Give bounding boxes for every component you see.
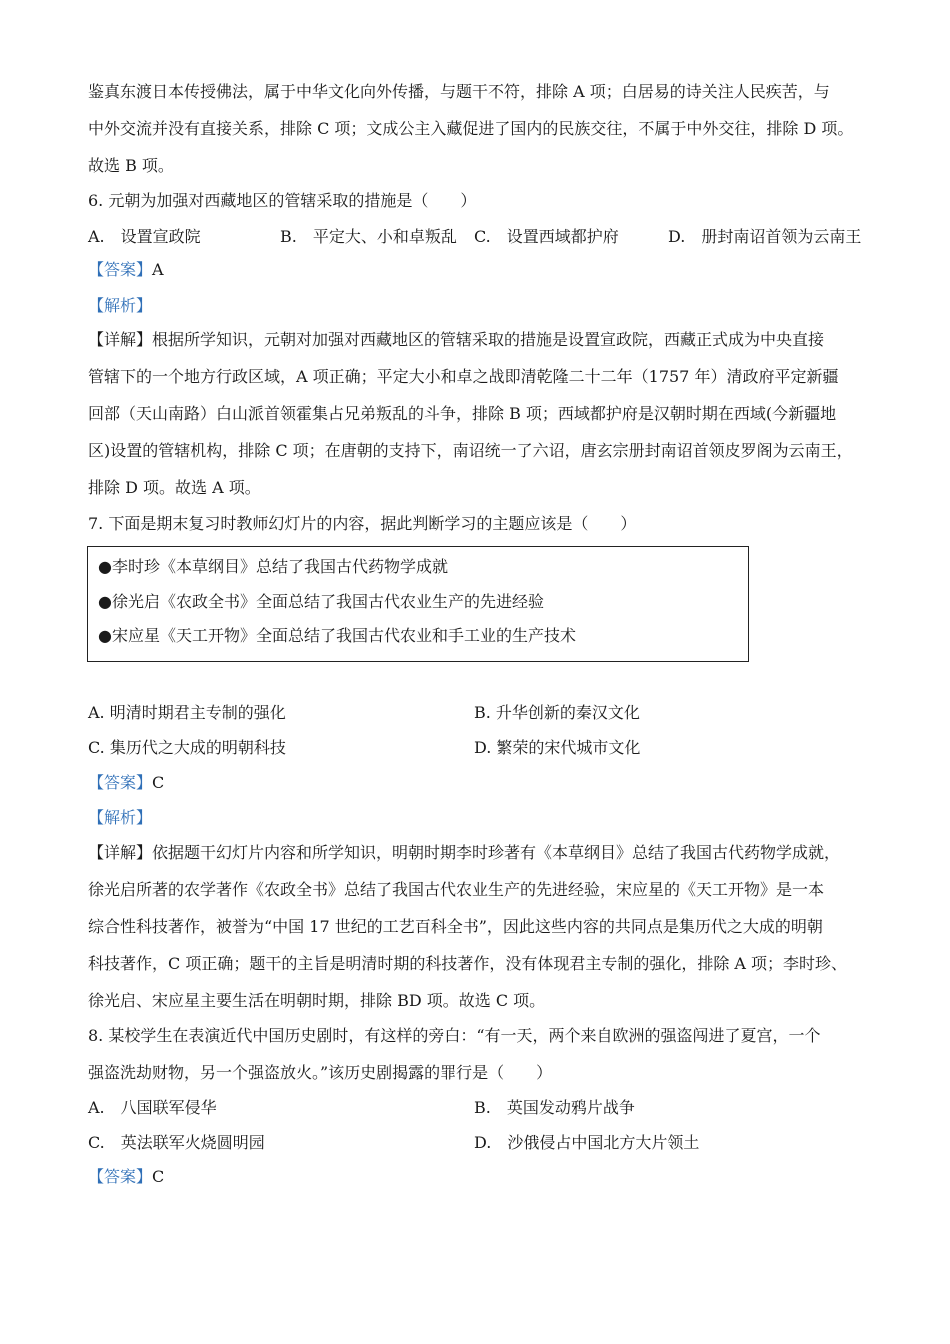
q6-option-c: C. 设置西域都护府	[474, 227, 619, 246]
q6-option-b: B. 平定大、小和卓叛乱	[280, 227, 457, 246]
q8-option-a: A. 八国联军侵华	[88, 1098, 217, 1117]
answer-value: C	[152, 773, 165, 792]
slide-item: ●徐光启《农政全书》全面总结了我国古代农业生产的先进经验	[98, 592, 544, 611]
question-6-stem: 6. 元朝为加强对西藏地区的管辖采取的措施是（ ）	[88, 191, 477, 210]
q7-answer	[88, 772, 164, 794]
slide-item: ●李时珍《本草纲目》总结了我国古代药物学成就	[98, 557, 448, 576]
q6-answer	[88, 259, 164, 281]
slide-content-box	[87, 546, 749, 662]
q7-detail-line: 综合性科技著作，被誉为“中国 17 世纪的工艺百科全书”，因此这些内容的共同点是集历代之大成的明朝	[88, 917, 823, 936]
answer-tag: 【答案】	[88, 260, 153, 279]
question-8-stem: 8. 某校学生在表演近代中国历史剧时，有这样的旁白：“有一天，两个来自欧洲的强盗闯进了夏宫，一个	[88, 1026, 821, 1045]
answer-value: A	[152, 260, 164, 279]
q8-answer	[88, 1166, 164, 1188]
q7-detail-line: 科技著作，C 项正确；题干的主旨是明清时期的科技著作，没有体现君主专制的强化，排除 A 项；李时珍、	[88, 954, 848, 973]
q7-option-d: D. 繁荣的宋代城市文化	[474, 738, 641, 757]
q7-option-b: B. 升华创新的秦汉文化	[474, 703, 640, 722]
q6-detail-line	[88, 329, 824, 351]
explanation-line: 鉴真东渡日本传授佛法，属于中华文化向外传播，与题干不符，排除 A 项；白居易的诗关注人民疾苦，与	[88, 82, 830, 101]
q6-option-d: D. 册封南诏首领为云南王	[668, 227, 862, 246]
q7-detail-line: 徐光启所著的农学著作《农政全书》总结了我国古代农业生产的先进经验，宋应星的《天工开物》是一本	[88, 880, 825, 899]
q8-option-b: B. 英国发动鸦片战争	[474, 1098, 635, 1117]
q6-analysis-tag: 【解析】	[88, 296, 153, 315]
explanation-line: 中外交流并没有直接关系，排除 C 项；文成公主入藏促进了国内的民族交往，不属于中外交往，排除 D 项。	[88, 119, 854, 138]
q6-detail-line: 排除 D 项。故选 A 项。	[88, 478, 261, 497]
q7-analysis-tag: 【解析】	[88, 808, 153, 827]
detail-text: 根据所学知识，元朝对加强对西藏地区的管辖采取的措施是设置宣政院，西藏正式成为中央直接	[152, 330, 825, 349]
answer-value: C	[152, 1167, 165, 1186]
q6-option-a: A. 设置宣政院	[88, 227, 201, 246]
q7-option-c: C. 集历代之大成的明朝科技	[88, 738, 286, 757]
detail-text: 依据题干幻灯片内容和所学知识，明朝时期李时珍著有《本草纲目》总结了我国古代药物学成就，	[152, 843, 841, 862]
question-7-stem: 7. 下面是期末复习时教师幻灯片的内容，据此判断学习的主题应该是（ ）	[88, 514, 637, 533]
q8-option-d: D. 沙俄侵占中国北方大片领土	[474, 1133, 700, 1152]
q7-detail-line	[88, 842, 840, 864]
question-8-stem: 强盗洗劫财物，另一个强盗放火。”该历史剧揭露的罪行是（ ）	[88, 1063, 553, 1082]
detail-tag: 【详解】	[88, 330, 153, 349]
detail-tag: 【详解】	[88, 843, 153, 862]
explanation-line: 故选 B 项。	[88, 156, 174, 175]
q7-option-a: A. 明清时期君主专制的强化	[88, 703, 286, 722]
q8-option-c: C. 英法联军火烧圆明园	[88, 1133, 265, 1152]
answer-tag: 【答案】	[88, 1167, 153, 1186]
slide-item: ●宋应星《天工开物》全面总结了我国古代农业和手工业的生产技术	[98, 626, 576, 645]
answer-tag: 【答案】	[88, 773, 153, 792]
q6-detail-line: 区)设置的管辖机构，排除 C 项；在唐朝的支持下，南诏统一了六诏，唐玄宗册封南诏首领皮罗阁为云南王，	[88, 441, 853, 460]
q6-detail-line: 管辖下的一个地方行政区域，A 项正确；平定大小和卓之战即清乾隆二十二年（1757 年）清政府平定新疆	[88, 367, 839, 386]
q7-detail-line: 徐光启、宋应星主要生活在明朝时期，排除 BD 项。故选 C 项。	[88, 991, 546, 1010]
q6-detail-line: 回部（天山南路）白山派首领霍集占兄弟叛乱的斗争，排除 B 项；西域都护府是汉朝时期在西域(今新疆地	[88, 404, 837, 423]
